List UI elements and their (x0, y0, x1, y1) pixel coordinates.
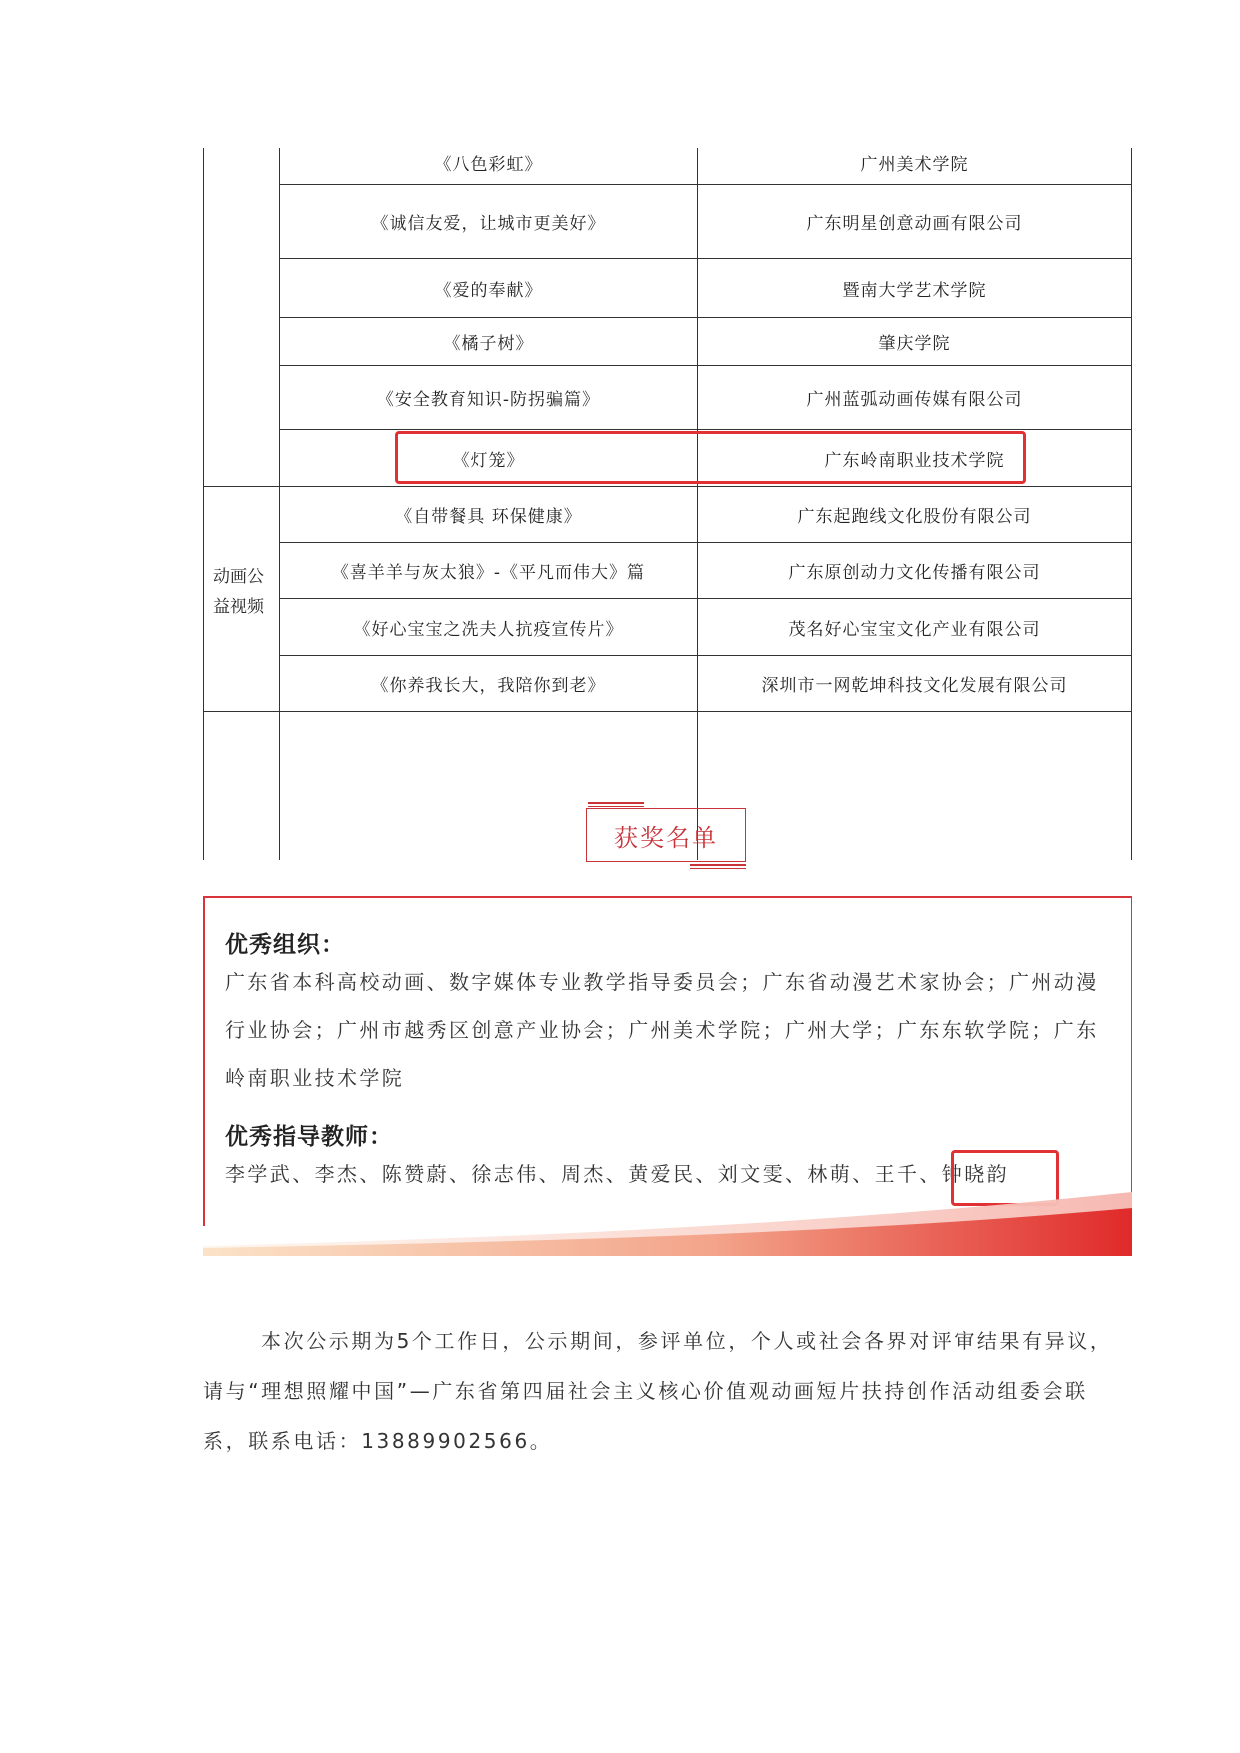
org-list: 广东省本科高校动画、数字媒体专业教学指导委员会；广东省动漫艺术家协会；广州动漫行业协会；广州市越秀区创意产业协会；广州美术学院；广州大学；广东东软学院；广东岭南职业技术学院 (225, 970, 1099, 1090)
decorative-swoosh (203, 1186, 1132, 1256)
work-title: 《灯笼》 (452, 450, 525, 471)
table-border (1131, 148, 1132, 860)
work-org: 广东原创动力文化传播有限公司 (788, 563, 1041, 583)
notice-paragraph: 本次公示期为5个工作日，公示期间，参评单位，个人或社会各界对评审结果有异议，请与“理想照耀中国”—广东省第四届社会主义核心价值观动画短片扶持创作活动组委会联系，联系电话：13889902566。 (203, 1329, 1113, 1453)
work-org: 广东明星创意动画有限公司 (806, 214, 1023, 234)
table-border (203, 486, 204, 860)
work-org: 暨南大学艺术学院 (842, 280, 987, 301)
work-org: 茂名好心宝宝文化产业有限公司 (788, 619, 1041, 640)
category-label-line2: 益视频 (213, 597, 264, 617)
teacher-list: 李学武、李杰、陈赞蔚、徐志伟、周杰、黄爱民、刘文雯、林萌、王千、钟晓韵 (225, 1162, 1009, 1186)
work-title: 《喜羊羊与灰太狼》-《平凡而伟大》篇 (331, 563, 646, 583)
work-title: 《爱的奉献》 (434, 280, 543, 301)
work-title: 《诚信友爱，让城市更美好》 (371, 214, 606, 234)
award-list-badge (586, 808, 746, 862)
category-label-line1: 动画公 (213, 567, 264, 587)
work-title: 《好心宝宝之冼夫人抗疫宣传片》 (353, 619, 624, 640)
category-label (213, 562, 264, 622)
teacher-heading: 优秀指导教师： (225, 1124, 393, 1150)
work-org: 广州美术学院 (860, 154, 969, 175)
work-org: 肇庆学院 (878, 334, 951, 354)
work-title: 《你养我长大，我陪你到老》 (371, 676, 606, 696)
org-heading: 优秀组织： (225, 932, 345, 958)
work-title: 《安全教育知识-防拐骗篇》 (376, 390, 601, 410)
work-org: 广东起跑线文化股份有限公司 (797, 507, 1032, 527)
highlight-box (395, 431, 1026, 484)
table-border (203, 148, 204, 486)
work-title: 《八色彩虹》 (434, 154, 543, 175)
work-title: 《自带餐具 环保健康》 (395, 507, 582, 527)
work-org: 广州蓝弧动画传媒有限公司 (806, 390, 1023, 410)
award-section (203, 896, 1132, 1256)
work-org: 深圳市一网乾坤科技文化发展有限公司 (761, 676, 1068, 696)
work-org: 广东岭南职业技术学院 (824, 450, 1005, 471)
badge-title: 获奖名单 (614, 823, 718, 852)
work-title: 《橘子树》 (443, 334, 534, 354)
